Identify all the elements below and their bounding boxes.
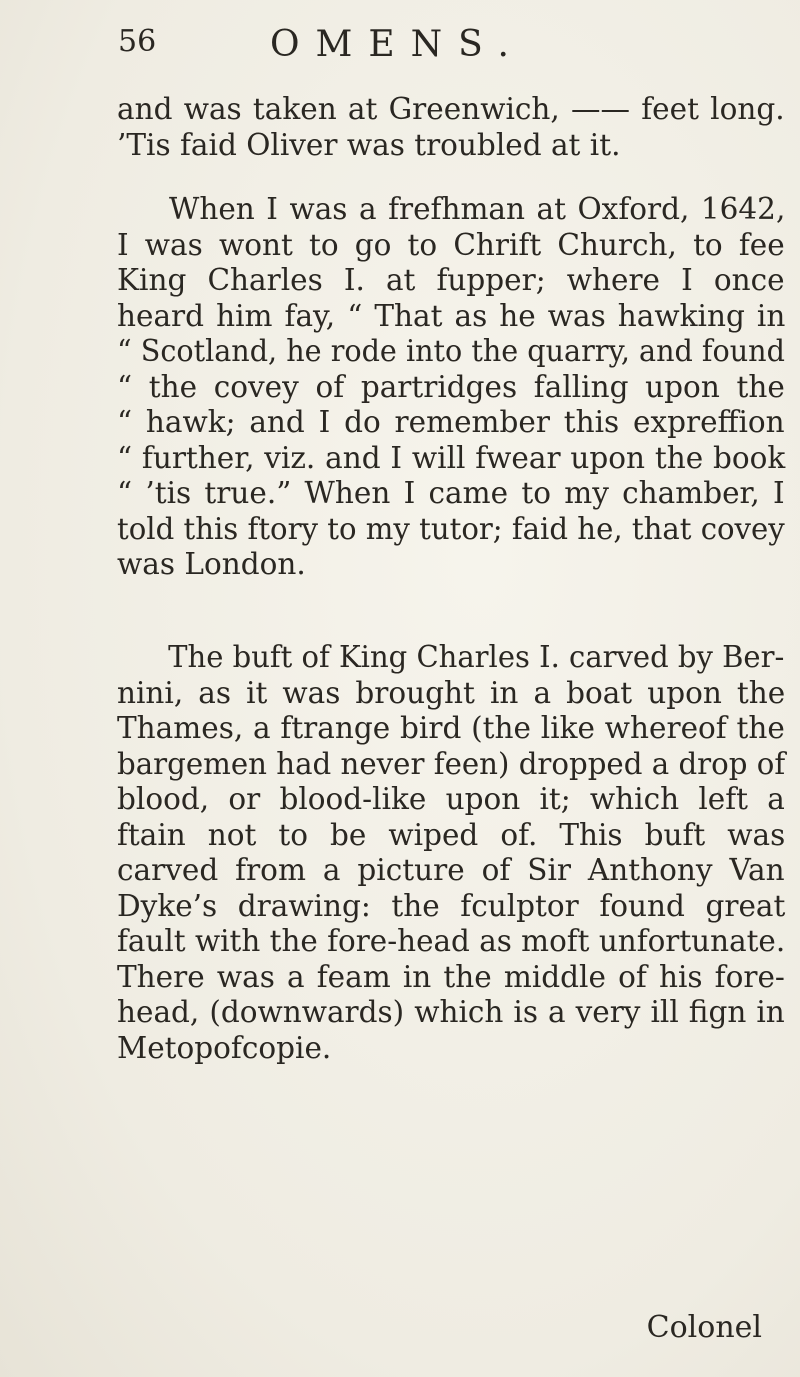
text-line: told this ftory to my tutor; faid he, that covey [117,511,785,546]
text-line: and was taken at Greenwich, —— feet long. [117,92,785,126]
text-line: was London. [117,547,306,581]
text-line: heard him fay, “ That as he was hawking in [117,298,786,333]
text-line: “ further, viz. and I will fwear upon the book [117,440,786,475]
paragraph-3 [117,640,785,1066]
text-line: King Charles I. at fupper; where I once [117,263,785,297]
text-line: carved from a picture of Sir Anthony Van [117,853,785,887]
text-line: Thames, a ftrange bird (the like whereof the [117,711,785,745]
text-line: “ Scotland, he rode into the quarry, and found [117,334,785,368]
text-line: ftain not to be wiped of. This buft was [117,817,786,852]
text-line: blood, or blood-like upon it; which left a [117,782,785,816]
text-line: ’Tis faid Oliver was troubled at it. [117,127,621,162]
text-line: I was wont to go to Chrift Church, to fee [117,227,785,262]
text-line: Dyke’s drawing: the fculptor found great [117,888,786,923]
text-line: “ ’tis true.” When I came to my chamber, I [117,476,785,510]
running-title: OMENS. [270,24,525,65]
text-line: There was a feam in the middle of his fore- [117,959,785,994]
paragraph-1 [117,92,785,163]
text-line: bargemen had never feen) dropped a drop of [117,746,786,781]
text-line: “ the covey of partridges falling upon the [117,369,785,404]
page-number: 56 [118,24,157,59]
paragraph-2 [117,192,785,583]
text-line: fault with the fore-head as moft unfortunate. [117,924,786,958]
text-line: nini, as it was brought in a boat upon the [117,675,786,710]
text-line: When I was a frefhman at Oxford, 1642, [169,192,786,226]
text-line: The buft of King Charles I. carved by Ber- [168,640,785,674]
page-header [88,24,748,70]
text-line: “ hawk; and I do remember this expreffion [117,405,785,439]
catchword: Colonel [646,1310,762,1345]
text-line: head, (downwards) which is a very ill fign in [117,995,785,1029]
text-line: Metopofcopie. [117,1030,332,1065]
